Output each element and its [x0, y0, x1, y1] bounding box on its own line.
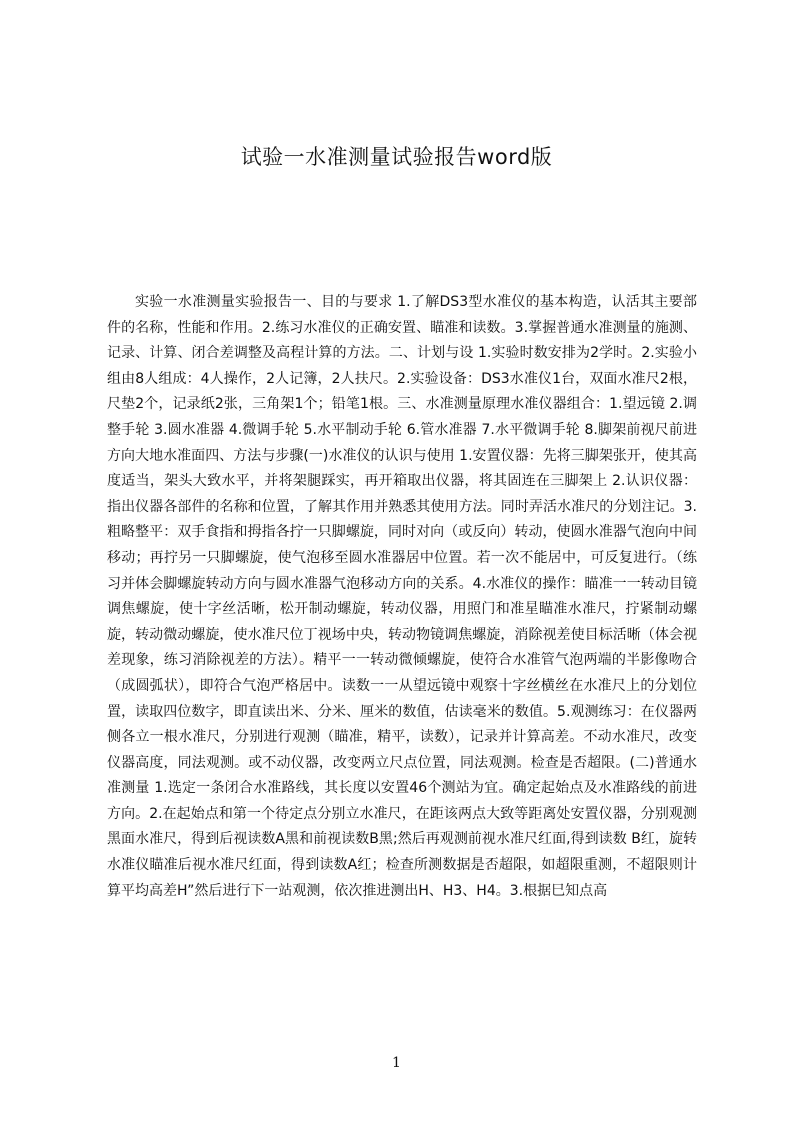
body-paragraph: 实验一水准测量实验报告一、目的与要求 1.了解DS3型水准仪的基本构造，认活其主要部件的名称，性能和作用。2.练习水准仪的正确安置、瞄准和读数。3.掌握普通水准测量的施测、记录、计算、闭合差调整及高程计算的方法。二、计划与设 1.实验时数安排为2学时。2.实验小组由8人组成：4人操作，2人记簿，2人扶尺。2.实验设备：DS3水准仪1台，双面水准尺2根，尺垫2个，记录纸2张，三角架1个；铅笔1根。三、水准测量原理水准仪器组合：1.望远镜 2.调整手轮 3.圆水准器 4.微调手轮 5.水平制动手轮 6.管水准器 7.水平微调手轮 8.脚架前视尺前进方向大地水准面四、方法与步骤(一)水准仪的认识与使用 1.安置仪器：先将三脚架张开，使其高度适当，架头大致水平，并将架腿踩实，再开箱取出仪器，将其固连在三脚架上 2.认识仪器：指出仪器各部件的名称和位置，了解其作用并熟悉其使用方法。同时弄活水准尺的分划注记。3.粗略整平：双手食指和拇指各拧一只脚螺旋，同时对向（或反向）转动，使圆水准器气泡向中间移动；再拧另一只脚螺旋，使气泡移至圆水准器居中位置。若一次不能居中，可反复进行。（练习并体会脚螺旋转动方向与圆水准器气泡移动方向的关系。4.水准仪的操作：瞄准一一转动目镜调焦螺旋，使十字丝活晰，松开制动螺旋，转动仪器，用照门和准星瞄准水准尺，拧紧制动螺旋，转动微动螺旋，使水准尺位丁视场中央，转动物镜调焦螺旋，消除视差使目标活晰（体会视差现象，练习消除视差的方法）。精平一一转动微倾螺旋，使符合水准管气泡两端的半影像吻合（成圆弧状），即符合气泡严格居中。读数一一从望远镜中观察十字丝横丝在水准尺上的分划位置，读取四位数字，即直读出米、分米、厘米的数值，估读毫米的数值。5.观测练习：在仪器两侧各立一根水准尺，分别进行观测（瞄准，精平，读数），记录并计算高差。不动水准尺，改变仪器高度，同法观测。或不动仪器，改变两立尺点位置，同法观测。检查是否超限。(二)普通水准测量 1.选定一条闭合水准路线，其长度以安置46个测站为宜。确定起始点及水准路线的前进方向。2.在起始点和第一个待定点分别立水准尺，在距该两点大致等距离处安置仪器，分别观测黑面水准尺，得到后视读数A黑和前视读数B黑;然后再观测前视水准尺红面,得到读数 B红，旋转水准仪瞄准后视水准尺红面，得到读数A红；检查所测数据是否超限，如超限重测，不超限则计算平均高差H”然后进行下一站观测，依次推进测出H、H3、H4。3.根据巳知点高 [107, 294, 697, 899]
page-number: 1 [392, 1055, 401, 1071]
document-title: 试验一水准测量试验报告word版 [240, 145, 553, 169]
